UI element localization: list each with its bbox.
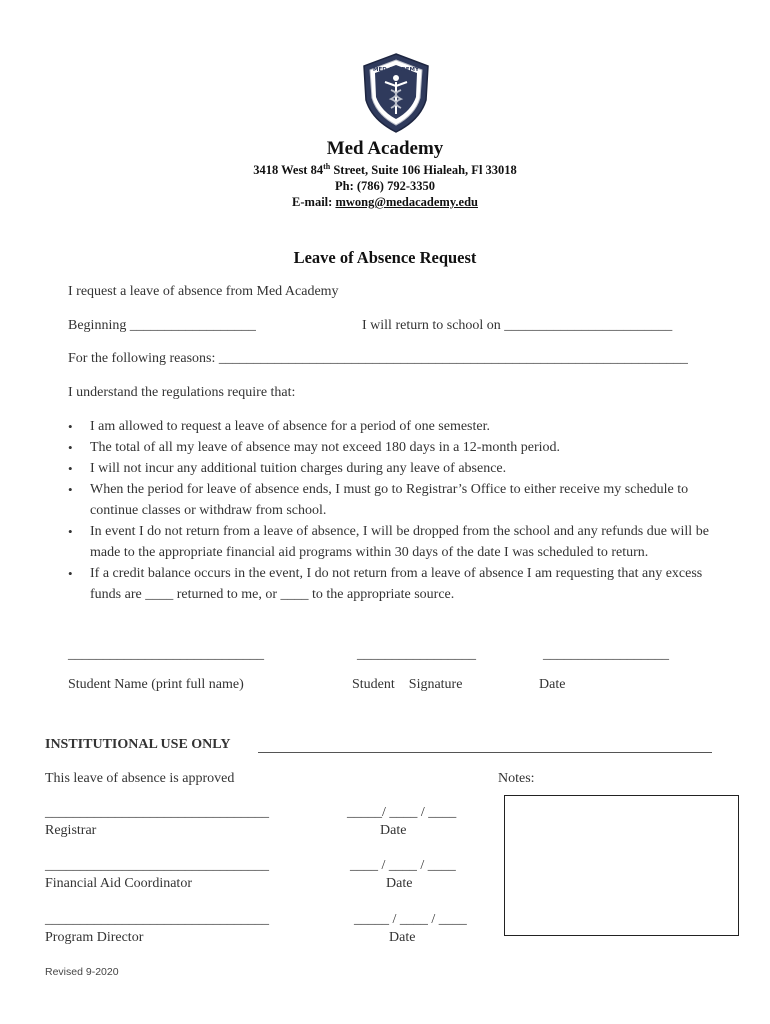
list-item: • The total of all my leave of absence may not exceed 180 days in a 12-month period. xyxy=(68,437,728,458)
director-label: Program Director xyxy=(45,930,144,945)
phone: Ph: (786) 792-3350 xyxy=(335,179,435,193)
intro-text: I request a leave of absence from Med Academy xyxy=(68,284,339,299)
institutional-heading-line xyxy=(258,752,712,753)
registrar-label: Registrar xyxy=(45,823,97,838)
form-title: Leave of Absence Request xyxy=(293,248,477,267)
registrar-signature-line[interactable]: ________________________________ xyxy=(45,805,269,820)
finaid-date-label: Date xyxy=(386,876,413,891)
list-item: • When the period for leave of absence ends, I must go to Registrar’s Office to either receive my schedule to continue classes or withdraw from school. xyxy=(68,479,728,521)
beginning-field[interactable]: Beginning __________________ xyxy=(68,318,256,333)
notes-box[interactable] xyxy=(504,795,739,936)
address-sup: th xyxy=(323,162,331,171)
list-item: • In event I do not return from a leave of absence, I will be dropped from the school and any refunds due will be made to the appropriate financial aid programs within 30 days of the date I was scheduled to return. xyxy=(68,521,728,563)
student-signature-line[interactable]: _________________ xyxy=(357,647,476,662)
regulations-intro: I understand the regulations require that: xyxy=(68,385,296,400)
student-name-label: Student Name (print full name) xyxy=(68,677,244,692)
registrar-date-label: Date xyxy=(380,823,407,838)
address-street-pre: 3418 West 84 xyxy=(253,163,324,178)
address xyxy=(0,162,770,178)
email-link[interactable]: mwong@medacademy.edu xyxy=(335,195,478,209)
org-name: Med Academy xyxy=(326,138,444,159)
logo-text: MED ACADEMY xyxy=(372,67,420,73)
student-date-line[interactable]: __________________ xyxy=(543,647,669,662)
director-signature-line[interactable]: ________________________________ xyxy=(45,912,269,927)
student-signature-label: Student Signature xyxy=(352,677,463,692)
return-date-field[interactable]: I will return to school on ________________________ xyxy=(362,318,673,333)
approved-text: This leave of absence is approved xyxy=(45,771,235,786)
notes-label: Notes: xyxy=(498,771,535,786)
list-item: • If a credit balance occurs in the event, I do not return from a leave of absence I am requesting that any excess funds are ____ returned to me, or ____ to the appropriate source. xyxy=(68,563,728,605)
director-date-label: Date xyxy=(389,930,416,945)
finaid-date-line[interactable]: ____ / ____ / ____ xyxy=(350,858,456,873)
list-item: • I am allowed to request a leave of absence for a period of one semester. xyxy=(68,416,728,437)
list-item: • I will not incur any additional tuition charges during any leave of absence. xyxy=(68,458,728,479)
address-street-post: Street, Suite 106 Hialeah, Fl 33018 xyxy=(330,163,517,178)
reasons-field[interactable]: For the following reasons: ___________________________________________________________________ xyxy=(68,351,688,366)
email-line xyxy=(0,195,770,210)
finaid-signature-line[interactable]: ________________________________ xyxy=(45,858,269,873)
finaid-label: Financial Aid Coordinator xyxy=(45,876,192,891)
student-date-label: Date xyxy=(539,677,566,692)
director-date-line[interactable]: _____ / ____ / ____ xyxy=(354,912,467,927)
med-academy-logo xyxy=(360,52,432,134)
regulations-list xyxy=(68,416,728,605)
institutional-heading: INSTITUTIONAL USE ONLY xyxy=(45,737,231,752)
revised-date: Revised 9-2020 xyxy=(45,966,119,978)
email-label: E-mail: xyxy=(292,195,336,209)
registrar-date-line[interactable]: _____/ ____ / ____ xyxy=(347,805,457,820)
student-name-line[interactable]: ____________________________ xyxy=(68,647,264,662)
